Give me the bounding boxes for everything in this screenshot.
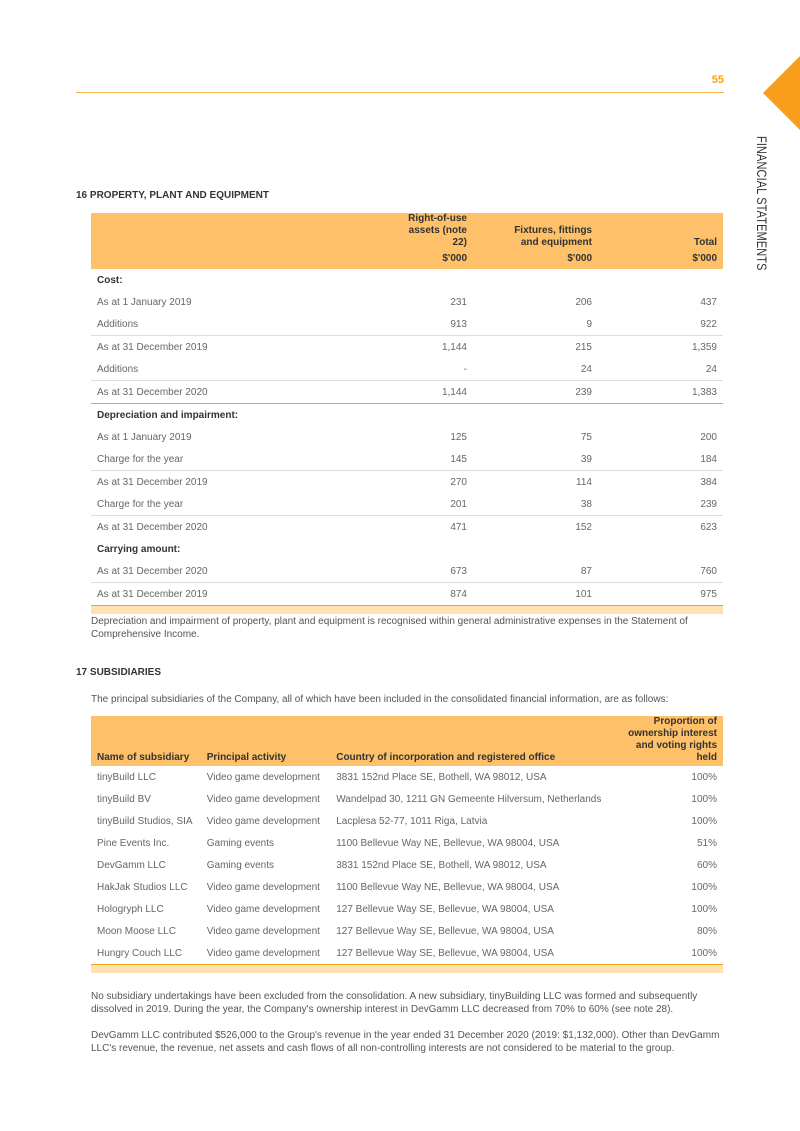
cell-value: 127 Bellevue Way SE, Bellevue, WA 98004, USA bbox=[330, 942, 607, 965]
table-row bbox=[91, 810, 723, 832]
header-rule bbox=[76, 92, 724, 93]
cell-value: 75 bbox=[580, 431, 592, 443]
table-row bbox=[91, 313, 723, 336]
table-row bbox=[91, 832, 723, 854]
subs-title: 17 SUBSIDIARIES bbox=[76, 667, 162, 678]
table-row bbox=[91, 448, 723, 471]
cell-value: Gaming events bbox=[206, 837, 274, 849]
page-number: 55 bbox=[711, 74, 724, 86]
cell-value: Pine Events Inc. bbox=[97, 837, 170, 849]
cell-value: Lacplesa 52-77, 1011 Riga, Latvia bbox=[336, 815, 488, 827]
col-header: Total bbox=[598, 213, 723, 249]
cell-value: Video game development bbox=[206, 771, 320, 783]
section-label: Depreciation and impairment: bbox=[97, 409, 239, 421]
table-row bbox=[91, 854, 723, 876]
cell-value: 471 bbox=[341, 516, 473, 539]
section-label: Cost: bbox=[97, 274, 123, 286]
col-header: Right-of-use assets (note 22) bbox=[341, 213, 473, 249]
cell-value: 673 bbox=[450, 565, 467, 577]
cell-value: 1,144 bbox=[341, 381, 473, 404]
cell-value: 1,383 bbox=[598, 381, 723, 404]
table-row bbox=[91, 920, 723, 942]
cell-value: 1100 Bellevue Way NE, Bellevue, WA 98004, USA bbox=[336, 881, 560, 893]
cell-value: 145 bbox=[450, 453, 467, 465]
cell-value: Hungry Couch LLC bbox=[91, 942, 201, 965]
cell-value: 114 bbox=[473, 471, 598, 494]
cell-value: HakJak Studios LLC bbox=[97, 881, 188, 893]
col-header: Principal activity bbox=[201, 716, 330, 766]
cell-value: 437 bbox=[700, 296, 717, 308]
table-row bbox=[91, 381, 723, 404]
cell-value: 874 bbox=[341, 583, 473, 606]
table-row bbox=[91, 560, 723, 583]
table-row bbox=[91, 898, 723, 920]
subsidiaries-table bbox=[91, 716, 723, 973]
row-label: As at 31 December 2019 bbox=[91, 336, 341, 359]
section-label: Carrying amount: bbox=[97, 543, 181, 555]
cell-value: 100% bbox=[691, 815, 717, 827]
table-row bbox=[91, 876, 723, 898]
cell-value: Video game development bbox=[206, 903, 320, 915]
cell-value: - bbox=[463, 363, 467, 375]
unit-header: $'000 bbox=[473, 249, 598, 269]
cell-value: 215 bbox=[473, 336, 598, 359]
cell-value: 3831 152nd Place SE, Bothell, WA 98012, USA bbox=[336, 859, 547, 871]
row-label: As at 31 December 2020 bbox=[91, 381, 341, 404]
cell-value: 51% bbox=[696, 837, 717, 849]
cell-value: 184 bbox=[700, 453, 717, 465]
row-label: As at 31 December 2020 bbox=[97, 565, 208, 577]
row-label: Charge for the year bbox=[97, 453, 184, 465]
cell-value: 922 bbox=[700, 318, 717, 330]
row-label: As at 31 December 2019 bbox=[91, 583, 341, 606]
cell-value: 239 bbox=[700, 498, 717, 510]
table-row bbox=[91, 516, 723, 539]
ppe-title: 16 PROPERTY, PLANT AND EQUIPMENT bbox=[76, 190, 269, 201]
col-header: Proportion of ownership interest and voting rights held bbox=[607, 716, 723, 766]
col-header: Country of incorporation and registered office bbox=[330, 716, 607, 766]
cell-value: 100% bbox=[607, 942, 723, 965]
cell-value: 270 bbox=[341, 471, 473, 494]
ppe-note: Depreciation and impairment of property, plant and equipment is recognised within general administrative expenses in the Statement of Comprehensive Income. bbox=[91, 616, 688, 640]
cell-value: 125 bbox=[450, 431, 467, 443]
cell-value: Wandelpad 30, 1211 GN Gemeente Hilversum, Netherlands bbox=[336, 793, 602, 805]
subs-intro: The principal subsidiaries of the Company, all of which have been included in the consolidated financial information, are as follows: bbox=[91, 694, 669, 705]
row-label: As at 31 December 2019 bbox=[91, 471, 341, 494]
cell-value: 127 Bellevue Way SE, Bellevue, WA 98004, USA bbox=[336, 903, 554, 915]
table-row bbox=[91, 471, 723, 494]
cell-value: Video game development bbox=[206, 815, 320, 827]
cell-value: DevGamm LLC bbox=[97, 859, 166, 871]
table-row bbox=[91, 583, 723, 606]
row-label: Additions bbox=[97, 363, 139, 375]
cell-value: 101 bbox=[473, 583, 598, 606]
cell-value: tinyBuild Studios, SIA bbox=[97, 815, 193, 827]
cell-value: 975 bbox=[598, 583, 723, 606]
cell-value: 913 bbox=[450, 318, 467, 330]
table-row bbox=[91, 493, 723, 516]
cell-value: 1,144 bbox=[341, 336, 473, 359]
cell-value: tinyBuild BV bbox=[97, 793, 151, 805]
table-row bbox=[91, 426, 723, 448]
cell-value: 206 bbox=[575, 296, 592, 308]
cell-value: 623 bbox=[598, 516, 723, 539]
cell-value: 100% bbox=[691, 881, 717, 893]
cell-value: 201 bbox=[450, 498, 467, 510]
cell-value: 231 bbox=[450, 296, 467, 308]
col-header: Name of subsidiary bbox=[91, 716, 201, 766]
side-label bbox=[748, 136, 778, 271]
cell-value: 87 bbox=[580, 565, 592, 577]
section-row bbox=[91, 538, 723, 560]
cell-value: Hologryph LLC bbox=[97, 903, 164, 915]
cell-value: 100% bbox=[691, 771, 717, 783]
cell-value: Gaming events bbox=[206, 859, 274, 871]
table-row bbox=[91, 942, 723, 965]
table-row bbox=[91, 766, 723, 788]
table-row bbox=[91, 336, 723, 359]
cell-value: 1100 Bellevue Way NE, Bellevue, WA 98004, USA bbox=[336, 837, 560, 849]
cell-value: Moon Moose LLC bbox=[97, 925, 176, 937]
row-label: Additions bbox=[97, 318, 139, 330]
cell-value: 384 bbox=[598, 471, 723, 494]
cell-value: Video game development bbox=[206, 881, 320, 893]
table-row bbox=[91, 788, 723, 810]
cell-value: 9 bbox=[586, 318, 592, 330]
table-footer-band bbox=[91, 965, 723, 974]
cell-value: 80% bbox=[696, 925, 717, 937]
section-row bbox=[91, 269, 723, 291]
cell-value: 38 bbox=[580, 498, 592, 510]
cell-value: 760 bbox=[700, 565, 717, 577]
unit-header: $'000 bbox=[341, 249, 473, 269]
row-label: As at 1 January 2019 bbox=[97, 296, 192, 308]
section-row bbox=[91, 404, 723, 427]
cell-value: 3831 152nd Place SE, Bothell, WA 98012, USA bbox=[336, 771, 547, 783]
section-tab-triangle bbox=[763, 56, 800, 130]
table-footer-band bbox=[91, 606, 723, 615]
ppe-table bbox=[91, 213, 723, 614]
subs-para-2: DevGamm LLC contributed $526,000 to the Group's revenue in the year ended 31 December 2020 (2019: $1,132,000). Other than DevGamm LLC's revenue, the revenue, net assets and cash flows of all non-controlling interests are not considered to be material to the group. bbox=[91, 1030, 720, 1054]
cell-value: tinyBuild LLC bbox=[97, 771, 156, 783]
cell-value: 152 bbox=[473, 516, 598, 539]
cell-value: 39 bbox=[580, 453, 592, 465]
cell-value: 60% bbox=[696, 859, 717, 871]
cell-value: Video game development bbox=[201, 942, 330, 965]
cell-value: 100% bbox=[691, 903, 717, 915]
cell-value: Video game development bbox=[206, 925, 320, 937]
row-label: As at 31 December 2020 bbox=[91, 516, 341, 539]
table-row bbox=[91, 358, 723, 381]
cell-value: 239 bbox=[473, 381, 598, 404]
cell-value: 200 bbox=[700, 431, 717, 443]
row-label: As at 1 January 2019 bbox=[97, 431, 192, 443]
side-label-text: FINANCIAL STATEMENTS bbox=[754, 136, 770, 271]
unit-header: $'000 bbox=[598, 249, 723, 269]
cell-value: 1,359 bbox=[598, 336, 723, 359]
col-header: Fixtures, fittings and equipment bbox=[473, 213, 598, 249]
cell-value: 24 bbox=[705, 363, 717, 375]
cell-value: 24 bbox=[580, 363, 592, 375]
subs-para-1: No subsidiary undertakings have been excluded from the consolidation. A new subsidiary, tinyBuilding LLC was formed and subsequently dissolved in 2019. During the year, the Company's ownership interest in DevGamm LLC decreased from 70% to 60% (see note 28). bbox=[91, 991, 698, 1015]
cell-value: Video game development bbox=[206, 793, 320, 805]
row-label: Charge for the year bbox=[97, 498, 184, 510]
cell-value: 100% bbox=[691, 793, 717, 805]
cell-value: 127 Bellevue Way SE, Bellevue, WA 98004, USA bbox=[336, 925, 554, 937]
table-row bbox=[91, 291, 723, 313]
